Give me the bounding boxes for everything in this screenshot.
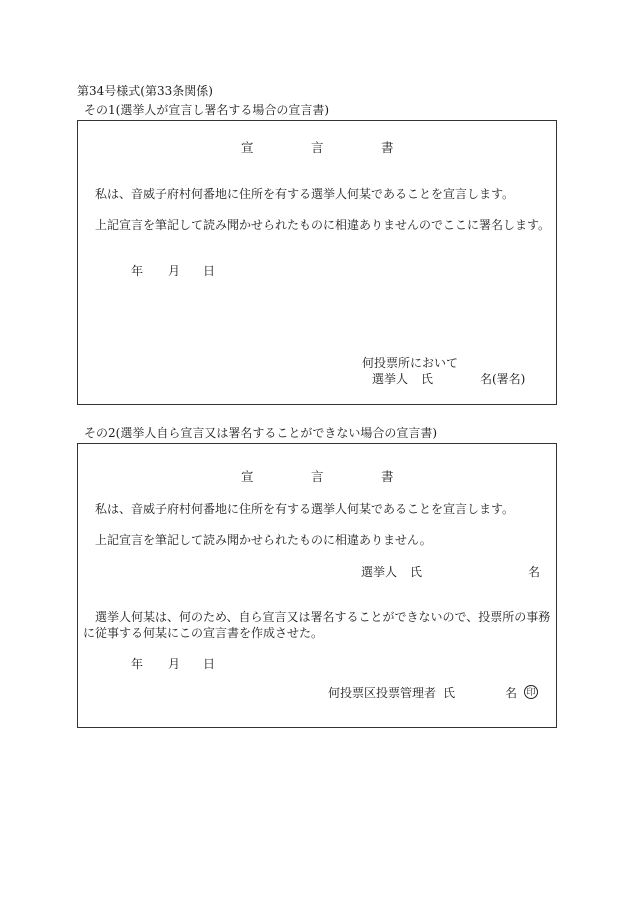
form2-name-prefix: 氏 bbox=[410, 565, 423, 579]
form1-box bbox=[77, 120, 557, 405]
seal-icon: 印 bbox=[524, 685, 538, 699]
form1-voter-label: 選挙人 bbox=[372, 372, 409, 386]
form1-name-suffix: 名(署名) bbox=[480, 372, 526, 386]
form2-title-char-2: 言 bbox=[311, 469, 324, 484]
form1-title-char-3: 書 bbox=[381, 140, 394, 155]
form2-statement-line-2: に従事する何某にこの宣言書を作成させた。 bbox=[83, 626, 324, 640]
form2-read-back: 上記宣言を筆記して読み聞かせられたものに相違ありません。 bbox=[95, 533, 432, 547]
form1-caption: その1(選挙人が宣言し署名する場合の宣言書) bbox=[84, 103, 329, 117]
form1-title-char-1: 宣 bbox=[241, 140, 254, 155]
form2-statement-line-1: 選挙人何某は、何のため、自ら宣言又は署名することができないので、投票所の事務 bbox=[95, 610, 551, 624]
form2-name-suffix: 名 bbox=[528, 565, 541, 579]
form1-read-back: 上記宣言を筆記して読み聞かせられたものに相違ありませんのでここに署名します。 bbox=[95, 218, 551, 232]
form1-date-day: 日 bbox=[203, 264, 216, 278]
form-number: 第34号様式(第33条関係) bbox=[77, 84, 213, 98]
form1-declaration: 私は、音威子府村何番地に住所を有する選挙人何某であることを宣言します。 bbox=[95, 187, 515, 201]
form2-caption: その2(選挙人自ら宣言又は署名することができない場合の宣言書) bbox=[84, 426, 438, 440]
form2-date-day: 日 bbox=[203, 657, 216, 671]
form2-date-month: 月 bbox=[168, 657, 181, 671]
form1-date-year: 年 bbox=[131, 264, 144, 278]
form2-date-year: 年 bbox=[131, 657, 144, 671]
form2-manager-name-suffix: 名 bbox=[505, 686, 518, 700]
form2-voter-label: 選挙人 bbox=[361, 565, 398, 579]
form2-declaration: 私は、音威子府村何番地に住所を有する選挙人何某であることを宣言します。 bbox=[95, 502, 515, 516]
form1-name-prefix: 氏 bbox=[421, 372, 434, 386]
form2-manager-name-prefix: 氏 bbox=[443, 686, 456, 700]
form1-title-char-2: 言 bbox=[311, 140, 324, 155]
form1-place: 何投票所において bbox=[362, 356, 459, 370]
form2-box bbox=[77, 443, 557, 728]
form1-date-month: 月 bbox=[168, 264, 181, 278]
form2-title-char-1: 宣 bbox=[241, 469, 254, 484]
form2-manager-label: 何投票区投票管理者 bbox=[328, 686, 437, 700]
form2-title-char-3: 書 bbox=[381, 469, 394, 484]
